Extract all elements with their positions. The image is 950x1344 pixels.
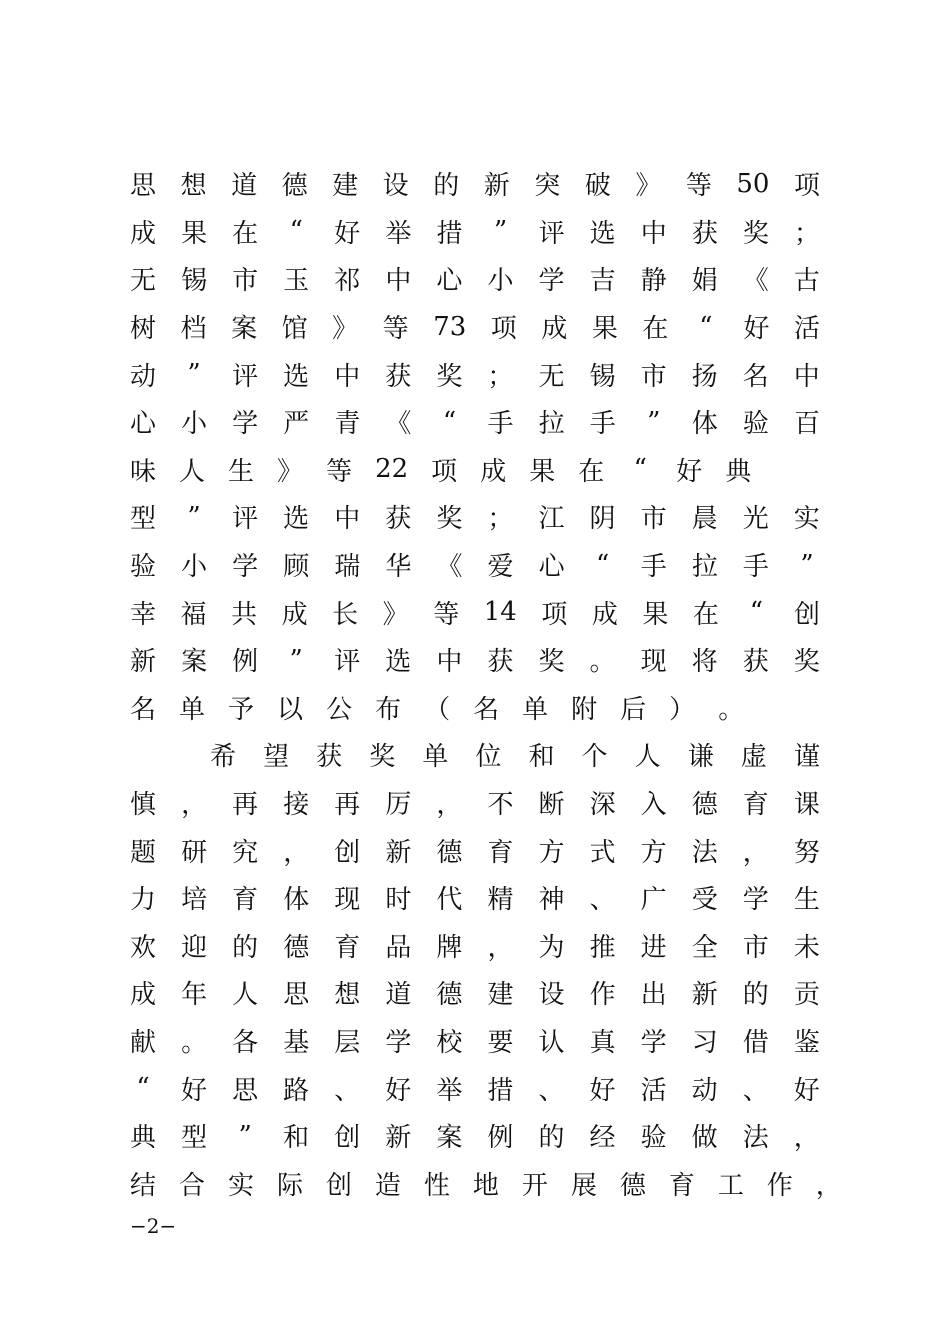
text-line: 型 ” 评 选 中 获 奖 ； 江 阴 市 晨 光 实	[130, 501, 820, 535]
text-line: 题 研 究 ， 创 新 德 育 方 式 方 法 ， 努	[130, 837, 820, 868]
text-line: 成 果 在 “ 好 举 措 ” 评 选 中 获 奖 ；	[130, 216, 820, 249]
text-line: 心 小 学 严 青 《 “ 手 拉 手 ” 体 验 百	[130, 406, 820, 440]
text-line: 献 。 各 基 层 学 校 要 认 真 学 习 借 鉴	[130, 1027, 820, 1058]
text-line: 味 人 生 》 等 22 项 成 果 在 “ 好 典	[130, 454, 752, 487]
body-text	[130, 160, 842, 1207]
text-line: 思 想 道 德 建 设 的 新 突 破 》 等 50 项	[130, 168, 820, 202]
text-line: 欢 迎 的 德 育 品 牌 ， 为 推 进 全 市 未	[130, 932, 820, 963]
text-line: 新 案 例 ” 评 选 中 获 奖 。 现 将 获 奖	[130, 644, 820, 678]
text-line: 成 年 人 思 想 道 德 建 设 作 出 新 的 贡	[130, 980, 820, 1011]
text-line: 慎 ， 再 接 再 厉 ， 不 断 深 入 德 育 课	[130, 790, 820, 821]
text-line: 结 合 实 际 创 造 性 地 开 展 德 育 工 作 ，	[130, 1170, 842, 1201]
text-line: 希 望 获 奖 单 位 和 个 人 谦 虚 谨	[210, 742, 820, 773]
text-line: 动 ” 评 选 中 获 奖 ； 无 锡 市 扬 名 中	[130, 359, 820, 392]
text-line: 验 小 学 顾 瑞 华 《 爱 心 “ 手 拉 手 ”	[130, 549, 814, 583]
page-number: −2−	[130, 1214, 177, 1238]
text-line: 名 单 予 以 公 布 （ 名 单 附 后 ） 。	[130, 694, 745, 725]
text-line: 典 型 ” 和 创 新 案 例 的 经 验 做 法 ，	[130, 1120, 820, 1154]
text-line: 无 锡 市 玉 祁 中 心 小 学 吉 静 娟 《 古	[130, 266, 820, 297]
text-line: 幸 福 共 成 长 》 等 14 项 成 果 在 “ 创	[130, 597, 820, 630]
text-line: 树 档 案 馆 》 等 73 项 成 果 在 “ 好 活	[130, 311, 820, 345]
text-line: 力 培 育 体 现 时 代 精 神 、 广 受 学 生	[130, 885, 820, 916]
text-line: “ 好 思 路 、 好 举 措 、 好 活 动 、 好	[136, 1073, 820, 1106]
